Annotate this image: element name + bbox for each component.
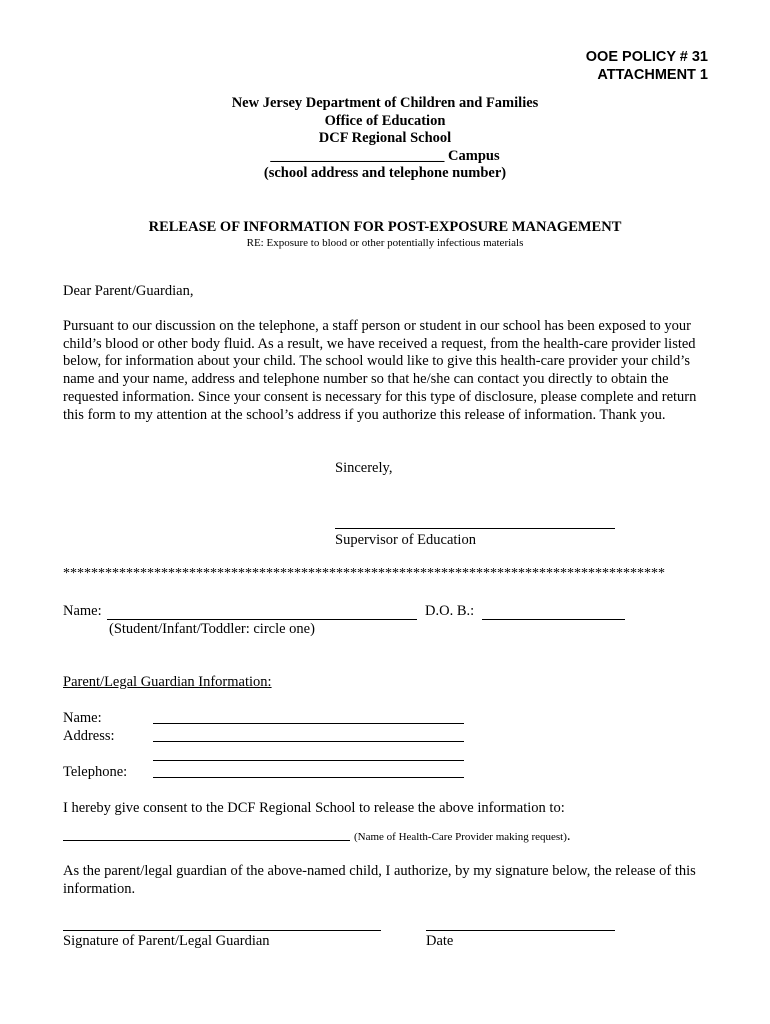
provider-note-text: (Name of Health-Care Provider making request) xyxy=(354,831,567,843)
supervisor-signature-line[interactable] xyxy=(335,528,615,529)
consent-statement: I hereby give consent to the DCF Regional School to release the above information to: xyxy=(63,800,565,816)
guardian-signature-line[interactable] xyxy=(63,930,381,931)
guardian-signature-label: Signature of Parent/Legal Guardian xyxy=(63,933,270,949)
guardian-telephone-field[interactable] xyxy=(153,777,464,778)
circle-one-note: (Student/Infant/Toddler: circle one) xyxy=(109,621,315,637)
dob-field[interactable] xyxy=(482,619,625,620)
date-line[interactable] xyxy=(426,930,615,931)
agency-line-3: DCF Regional School xyxy=(318,130,452,147)
guardian-heading-text: Parent/Legal Guardian Information: xyxy=(63,674,272,690)
guardian-telephone-label: Telephone: xyxy=(63,764,128,780)
supervisor-title: Supervisor of Education xyxy=(335,532,476,548)
address-note: (school address and telephone number) xyxy=(263,165,507,182)
form-title: RELEASE OF INFORMATION FOR POST-EXPOSURE MANAGEMENT xyxy=(148,219,622,235)
guardian-heading xyxy=(63,674,272,691)
dob-label: D.O. B.: xyxy=(425,603,475,619)
closing: Sincerely, xyxy=(335,460,393,476)
star-separator: ************************************************************************************** xyxy=(63,566,665,581)
form-subtitle: RE: Exposure to blood or other potentially infectious materials xyxy=(246,237,524,249)
policy-number: OOE POLICY # 31 xyxy=(585,49,708,65)
campus-line xyxy=(0,148,770,166)
attachment-label: ATTACHMENT 1 xyxy=(597,67,708,83)
agency-line-1: New Jersey Department of Children and Families xyxy=(231,95,539,111)
letter-body: Pursuant to our discussion on the telephone, a staff person or student in our school has been exposed to your child’s blood or other body fluid. As a result, we have received a request, from the health-care provider listed below, for information about your child. The school would like to give this health-care provider your child’s name and your name, address and telephone number so that he/she can contact you directly to obtain the requested information. Since your consent is necessary for this type of disclosure, please complete and return this form to my attention at the school’s address if you authorize this release of information. Thank you. xyxy=(63,318,697,423)
provider-name-field[interactable] xyxy=(63,840,350,841)
guardian-address-field-1[interactable] xyxy=(153,741,464,742)
campus-blank[interactable]: ________________________ xyxy=(270,147,445,164)
guardian-name-label: Name: xyxy=(63,710,102,726)
campus-label: Campus xyxy=(448,147,500,164)
provider-note-period: . xyxy=(566,828,571,844)
date-label: Date xyxy=(426,933,454,949)
student-name-field[interactable] xyxy=(107,619,417,620)
agency-line-2: Office of Education xyxy=(324,112,446,129)
guardian-address-label: Address: xyxy=(63,728,115,744)
agency-block xyxy=(0,95,770,183)
guardian-name-field[interactable] xyxy=(153,723,464,724)
authorization-text: As the parent/legal guardian of the above-named child, I authorize, by my signature below, the release of this information. xyxy=(63,863,696,897)
guardian-address-field-2[interactable] xyxy=(153,760,464,761)
policy-header xyxy=(586,48,708,84)
provider-note xyxy=(354,828,571,845)
student-name-label: Name: xyxy=(63,603,102,619)
salutation: Dear Parent/Guardian, xyxy=(63,283,194,299)
